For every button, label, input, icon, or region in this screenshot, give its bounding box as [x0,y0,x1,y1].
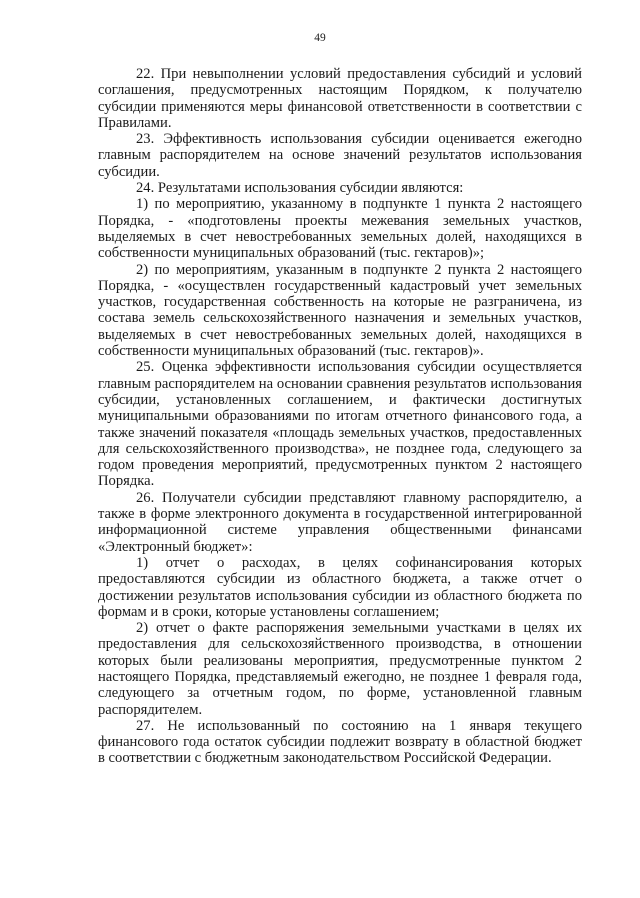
paragraph-26-item-2: 2) отчет о факте распоряжения земельными участками в целях их предоставления для сельскохозяйственного производства, в отношении которых были реализованы мероприятия, предусмотренные пунктом 2 настоящего Порядка, представляемый ежегодно, не позднее 1 февраля года, следующего за отчетным годом, по форме, установленной главным распорядителем. [98,620,582,718]
paragraph-26-item-1: 1) отчет о расходах, в целях софинансирования которых предоставляются субсидии из областного бюджета, а также отчет о достижении результатов использования субсидии из областного бюджета по формам и в сроки, которые установлены соглашением; [98,554,582,620]
paragraph-24-item-1: 1) по мероприятию, указанному в подпункте 1 пункта 2 настоящего Порядка, - «подготовлены проекты межевания земельных участков, выделяемых в счет невостребованных земельных долей, находящихся в собственности муниципальных образований (тыс. гектаров)»; [98,196,582,262]
paragraph-27: 27. Не использованный по состоянию на 1 января текущего финансового года остаток субсидии подлежит возврату в областной бюджет в соответствии с бюджетным законодательством Российской Федерации. [98,717,582,767]
paragraph-26: 26. Получатели субсидии представляют главному распорядителю, а также в форме электронного документа в государственной интегрированной информационной системе управления общественными финансами «Электронный бюджет»: [98,489,582,555]
paragraph-24-item-2: 2) по мероприятиям, указанным в подпункте 2 пункта 2 настоящего Порядка, - «осуществлен государственный кадастровый учет земельных участков, государственная собственность на которые не разграничена, из состава земель сельскохозяйственного назначения и земельных участков, выделяемых в счет невостребованных земельных долей, находящихся в собственности муниципальных образований (тыс. гектаров)». [98,261,582,360]
paragraph-23: 23. Эффективность использования субсидии оценивается ежегодно главным распорядителем на основе значений результатов использования субсидии. [98,131,582,180]
paragraph-25: 25. Оценка эффективности использования субсидии осуществляется главным распорядителем на основании сравнения результатов использования субсидии, установленных соглашением, и фактически достигнутых муниципальными образованиями по итогам отчетного финансового года, а также значений показателя «площадь земельных участков, предоставленных для сельскохозяйственного производства», не позднее года, следующего за годом проведения мероприятий, предусмотренных пунктом 2 настоящего Порядка. [98,359,582,490]
paragraph-24: 24. Результатами использования субсидии являются: [136,180,464,197]
paragraph-22: 22. При невыполнении условий предоставления субсидий и условий соглашения, предусмотренных настоящим Порядком, к получателю субсидии применяются меры финансовой ответственности в соответствии с Правилами. [98,66,582,131]
document-body [98,66,582,767]
page-number: 49 [314,32,326,44]
